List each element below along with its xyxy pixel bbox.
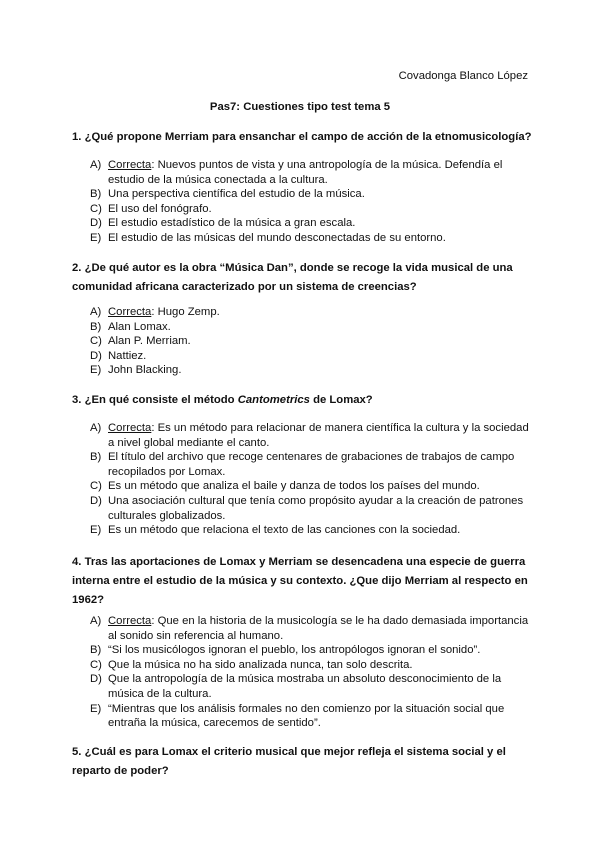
question-text-end: de Lomax? bbox=[309, 394, 373, 406]
options-list-4 bbox=[90, 614, 530, 731]
option-d: D) Que la antropología de la música mostraba un absoluto desconocimiento de la música de la cultura. bbox=[90, 673, 502, 700]
option-e: E) John Blacking. bbox=[90, 364, 182, 377]
author-name: Covadonga Blanco López bbox=[398, 70, 528, 82]
question-text: ¿Qué propone Merriam para ensanchar el campo de acción de la etnomusicología? bbox=[84, 131, 532, 143]
option-d: D) Nattiez. bbox=[90, 349, 147, 362]
option-a: A) Correcta: Nuevos puntos de vista y una antropología de la música. Defendía el estudio de la música conectada a la cultura. bbox=[90, 159, 503, 186]
question-5 bbox=[72, 743, 542, 781]
option-a: A) Correcta: Hugo Zemp. bbox=[90, 306, 220, 318]
correct-label: Correcta bbox=[108, 422, 152, 434]
option-b: B) Una perspectiva científica del estudio de la música. bbox=[90, 188, 365, 201]
option-b: B) El título del archivo que recoge centenares de grabaciones de trabajos de campo recopilados por Lomax. bbox=[90, 451, 515, 478]
option-e: E) “Mientras que los análisis formales no den comienzo por la situación social que entraña la música, carecemos de sentido”. bbox=[90, 702, 505, 730]
question-number: 4. bbox=[72, 556, 82, 568]
option-b: B) Alan Lomax. bbox=[90, 320, 171, 333]
question-number: 2. bbox=[72, 262, 82, 274]
option-c: C) Es un método que analiza el baile y danza de todos los países del mundo. bbox=[90, 480, 480, 493]
question-2 bbox=[72, 259, 542, 297]
option-e: E) El estudio de las músicas del mundo desconectadas de su entorno. bbox=[90, 231, 446, 244]
question-number: 5. bbox=[72, 746, 82, 758]
option-d: D) Una asociación cultural que tenía como propósito ayudar a la creación de patrones culturales globalizados. bbox=[90, 494, 524, 522]
option-b: B) “Si los musicólogos ignoran el pueblo, los antropólogos ignoran el sonido”. bbox=[90, 644, 481, 657]
option-a: A) Correcta: Que en la historia de la musicología se le ha dado demasiada importancia al sonido sin referencia al humano. bbox=[90, 615, 529, 642]
question-3 bbox=[72, 391, 542, 410]
question-number: 3. bbox=[72, 394, 82, 406]
correct-label: Correcta bbox=[108, 306, 152, 318]
question-text: ¿Cuál es para Lomax el criterio musical que mejor refleja el sistema social y el reparto de poder? bbox=[72, 746, 506, 777]
option-c: C) Alan P. Merriam. bbox=[90, 335, 191, 348]
option-c: C) El uso del fonógrafo. bbox=[90, 202, 212, 215]
question-text: Tras las aportaciones de Lomax y Merriam se desencadena una especie de guerra interna entre el estudio de la música y su contexto. ¿Que dijo Merriam al respecto en 1962? bbox=[72, 556, 528, 606]
method-name: Cantometrics bbox=[237, 394, 310, 406]
correct-label: Correcta bbox=[108, 159, 152, 171]
correct-label: Correcta bbox=[108, 615, 152, 627]
question-number: 1. bbox=[72, 131, 82, 143]
question-text-start: ¿En qué consiste el método bbox=[84, 394, 238, 406]
document-title: Pas7: Cuestiones tipo test tema 5 bbox=[209, 101, 391, 113]
question-4 bbox=[72, 553, 542, 610]
options-list-2 bbox=[90, 305, 530, 378]
option-e: E) Es un método que relaciona el texto de las canciones con la sociedad. bbox=[90, 524, 461, 537]
option-a: A) Correcta: Es un método para relacionar de manera científica la cultura y la sociedad a nivel global mediante el canto. bbox=[90, 422, 529, 449]
question-1 bbox=[72, 128, 542, 147]
question-text: ¿De qué autor es la obra “Música Dan”, donde se recoge la vida musical de una comunidad africana caracterizado por un sistema de creencias? bbox=[72, 262, 513, 293]
options-list-3 bbox=[90, 421, 530, 538]
option-c: C) Que la música no ha sido analizada nunca, tan solo descrita. bbox=[90, 658, 413, 671]
options-list-1 bbox=[90, 158, 530, 246]
option-d: D) El estudio estadístico de la música a gran escala. bbox=[90, 217, 356, 230]
